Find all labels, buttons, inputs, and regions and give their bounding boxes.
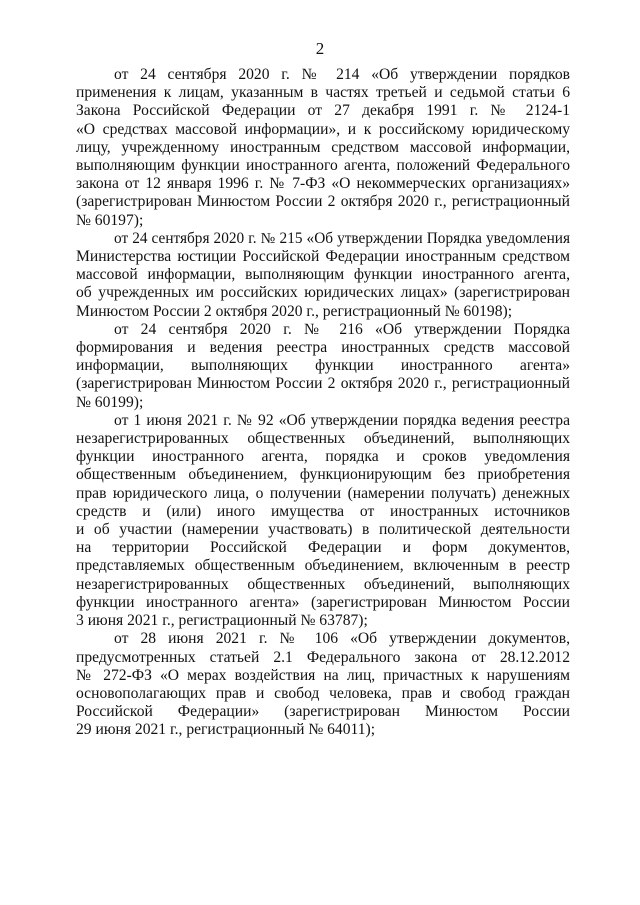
text-line: об учрежденных им российских юридических лицах» (зарегистрирован [76,284,570,302]
paragraph-order-106 [76,630,570,739]
text-line: от 24 сентября 2020 г. № 216 «Об утверждении Порядка [114,320,570,338]
text-line: применения к лицам, указанным в частях третьей и седьмой статьи 6 [76,84,570,102]
text-line: Министерства юстиции Российской Федерации иностранным средством [76,248,570,266]
text-line: от 24 сентября 2020 г. № 215 «Об утверждении Порядка уведомления [114,229,570,247]
text-line: выполняющим функции иностранного агента, положений Федерального [76,157,570,175]
text-line: № 60197); [76,211,144,229]
paragraph-order-215 [76,230,570,321]
text-line: 3 июня 2021 г., регистрационный № 63787); [76,612,368,630]
text-line: основополагающих прав и свобод человека, прав и свобод граждан [76,684,570,702]
text-line: Закона Российской Федерации от 27 декабря 1991 г. № 2124-1 [76,102,570,120]
text-line: (зарегистрирован Минюстом России 2 октября 2020 г., регистрационный [76,193,570,211]
text-line: предусмотренных статьей 2.1 Федерального закона от 28.12.2012 [76,648,570,666]
paragraph-order-216 [76,321,570,412]
text-line: Минюстом России 2 октября 2020 г., регистрационный № 60198); [76,302,513,320]
text-line: № 60199); [76,393,144,411]
text-line: функции иностранного агента» (зарегистрирован Минюстом России [76,593,570,611]
text-line: на территории Российской Федерации и форм документов, [76,539,570,557]
text-line: от 1 июня 2021 г. № 92 «Об утверждении порядка ведения реестра [114,411,570,429]
paragraph-order-92 [76,412,570,630]
text-line: закона от 12 января 1996 г. № 7-ФЗ «О некоммерческих организациях» [76,175,570,193]
paragraph-order-214 [76,66,570,230]
page-number: 2 [315,39,325,58]
text-line: и об участии (намерении участвовать) в политической деятельности [76,521,570,539]
text-line: средств и (или) иного имущества от иностранных источников [76,502,570,520]
text-line: представляемых общественным объединением, включенным в реестр [76,557,570,575]
text-line: «О средствах массовой информации», и к российскому юридическому [76,120,570,138]
text-line: незарегистрированных общественных объединений, выполняющих [76,575,570,593]
text-line: лицу, учрежденному иностранным средством массовой информации, [76,138,570,156]
text-line: Российской Федерации» (зарегистрирован Минюстом России [76,703,570,721]
text-line: формирования и ведения реестра иностранных средств массовой [76,339,570,357]
text-line: функции иностранного агента, порядка и сроков уведомления [76,448,570,466]
text-line: массовой информации, выполняющим функции иностранного агента, [76,266,570,284]
text-line: № 272-ФЗ «О мерах воздействия на лиц, причастных к нарушениям [76,666,570,684]
text-line: информации, выполняющих функции иностранного агента» [76,357,570,375]
text-line: (зарегистрирован Минюстом России 2 октября 2020 г., регистрационный [76,375,570,393]
text-line: незарегистрированных общественных объединений, выполняющих [76,430,570,448]
text-line: 29 июня 2021 г., регистрационный № 64011); [76,721,376,739]
text-line: от 24 сентября 2020 г. № 214 «Об утверждении порядков [114,66,570,83]
text-line: от 28 июня 2021 г. № 106 «Об утверждении документов, [114,630,570,648]
text-line: общественным объединением, функционирующим без приобретения [76,466,570,484]
text-line: прав юридического лица, о получении (намерении получать) денежных [76,484,570,502]
paragraph-list [76,66,570,740]
